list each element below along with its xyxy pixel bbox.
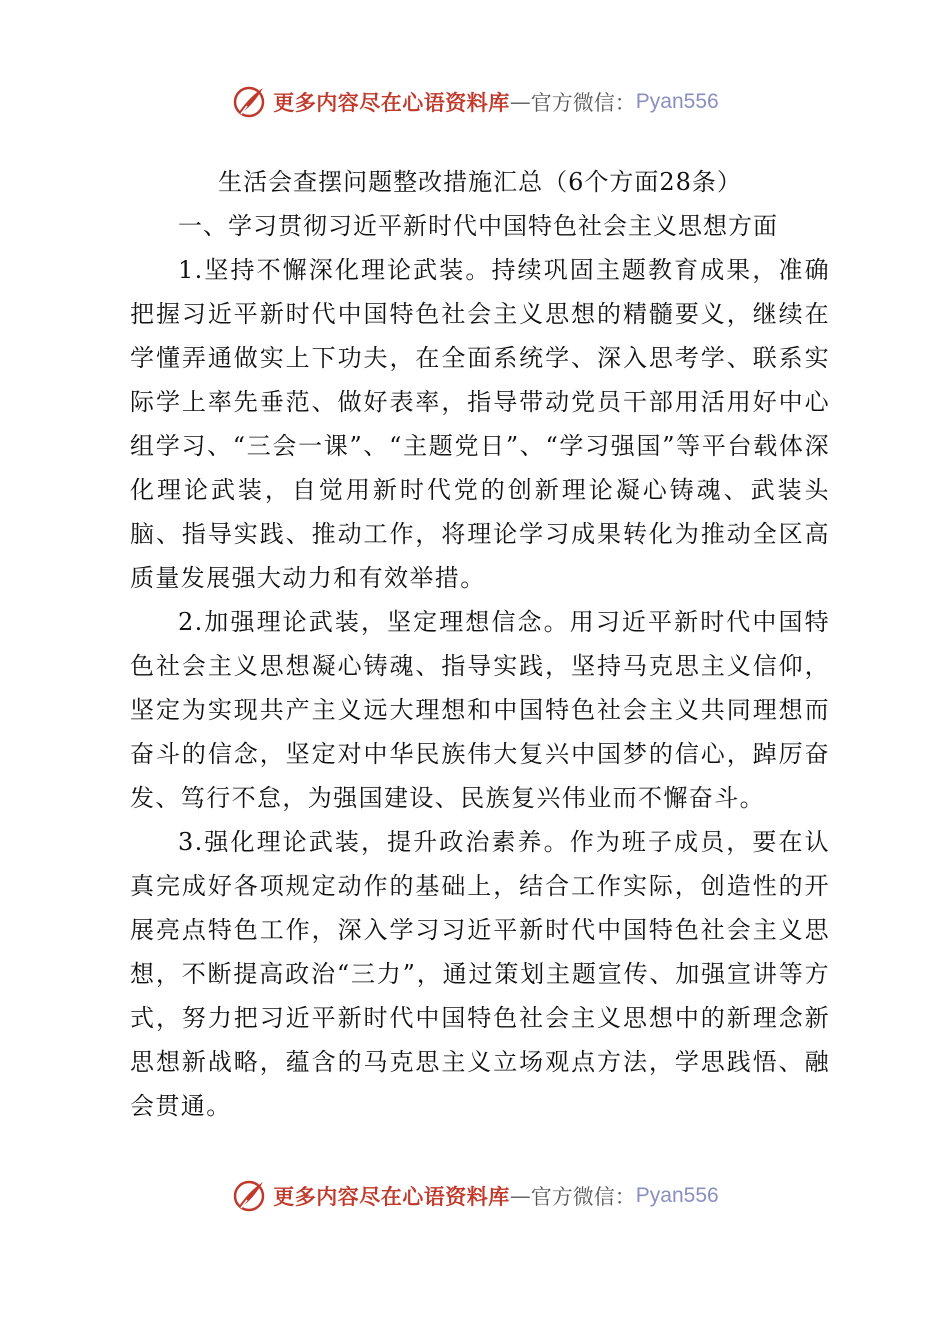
watermark-wechat-id: Pyan556 — [635, 1184, 719, 1207]
watermark-header — [0, 80, 950, 124]
watermark-brand: 更多内容尽在心语资料库 — [273, 91, 510, 115]
watermark-wechat-label: 官方微信： — [530, 1185, 636, 1209]
paragraph-2: 2.加强理论武装，坚定理想信念。用习近平新时代中国特色社会主义思想凝心铸魂、指导实践，坚持马克思主义信仰，坚定为实现共产主义远大理想和中国特色社会主义共同理想而奋斗的信念，坚定对中华民族伟大复兴中国梦的信心，踔厉奋发、笃行不怠，为强国建设、民族复兴伟业而不懈奋斗。 — [130, 608, 830, 812]
watermark-wechat-id: Pyan556 — [635, 90, 719, 113]
paragraph-3: 3.强化理论武装，提升政治素养。作为班子成员，要在认真完成好各项规定动作的基础上，结合工作实际，创造性的开展亮点特色工作，深入学习习近平新时代中国特色社会主义思想，不断提高政治“三力”，通过策划主题宣传、加强宣讲等方式，努力把习近平新时代中国特色社会主义思想中的新理念新思想新战略，蕴含的马克思主义立场观点方法，学思践悟、融会贯通。 — [130, 828, 830, 1120]
watermark-brand: 更多内容尽在心语资料库 — [273, 1185, 510, 1209]
watermark-separator: — — [509, 90, 531, 114]
watermark-footer — [0, 1174, 950, 1218]
document-body — [130, 160, 830, 1128]
watermark-separator: — — [509, 1184, 531, 1208]
paragraph-1: 1.坚持不懈深化理论武装。持续巩固主题教育成果，准确把握习近平新时代中国特色社会主义思想的精髓要义，继续在学懂弄通做实上下功夫，在全面系统学、深入思考学、联系实际学上率先垂范、做好表率，指导带动党员干部用活用好中心组学习、“三会一课”、“主题党日”、“学习强国”等平台载体深化理论武装，自觉用新时代党的创新理论凝心铸魂、武装头脑、指导实践、推动工作，将理论学习成果转化为推动全区高质量发展强大动力和有效举措。 — [130, 256, 830, 592]
section-heading: 一、学习贯彻习近平新时代中国特色社会主义思想方面 — [178, 212, 778, 240]
watermark-wechat-label: 官方微信： — [530, 91, 636, 115]
quill-logo-icon — [231, 1178, 267, 1214]
quill-logo-icon — [231, 84, 267, 120]
document-title: 生活会查摆问题整改措施汇总（6个方面28条） — [218, 168, 742, 196]
